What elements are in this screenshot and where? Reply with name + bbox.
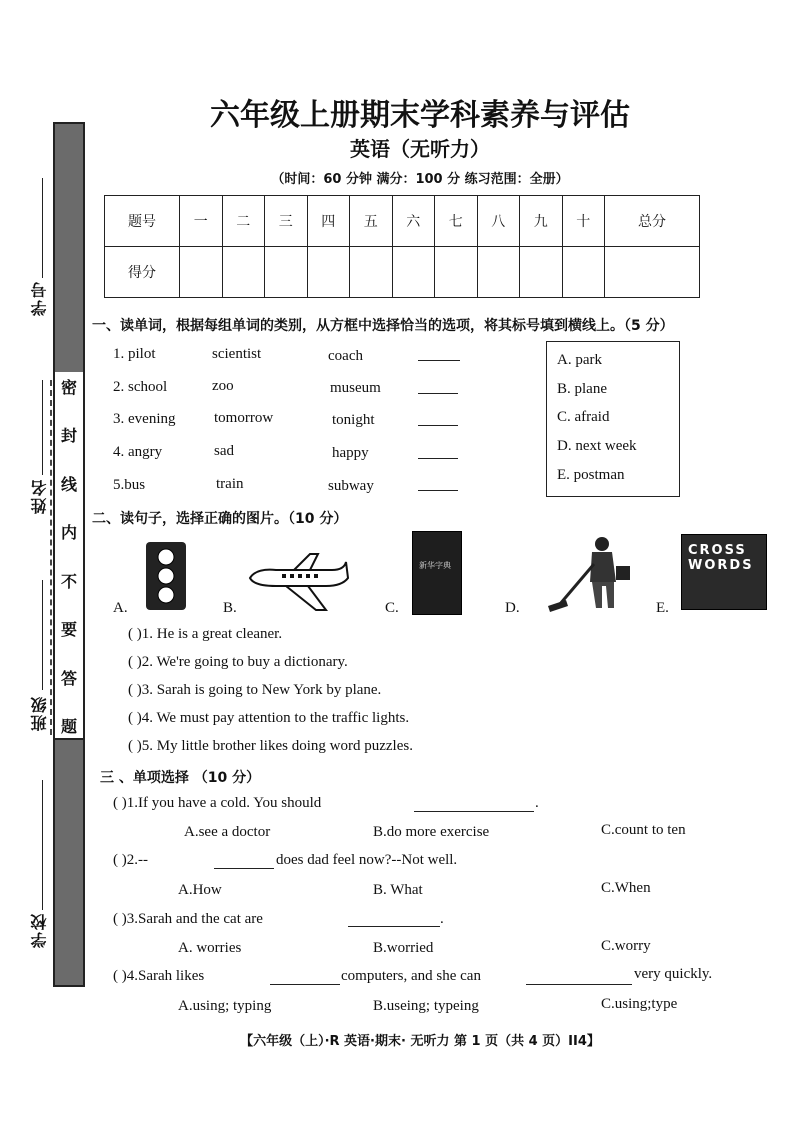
score-cell: 六 bbox=[392, 196, 435, 247]
seal-char: 封 bbox=[60, 426, 77, 446]
seal-char: 密 bbox=[60, 378, 77, 397]
s3-answer-blank[interactable] bbox=[214, 868, 274, 869]
s1-word: 3. evening bbox=[113, 411, 176, 427]
s1-word: tonight bbox=[332, 412, 375, 428]
s3-option: B.useing; typeing bbox=[373, 998, 479, 1014]
s1-answer-blank[interactable] bbox=[418, 490, 458, 491]
s3-option: B.do more exercise bbox=[373, 824, 490, 840]
score-cell: 三 bbox=[265, 196, 308, 247]
s3-stem: . bbox=[440, 911, 444, 927]
score-table bbox=[104, 195, 700, 298]
crossword-picture bbox=[681, 534, 767, 610]
score-row-label: 得分 bbox=[105, 247, 180, 298]
score-cell: 一 bbox=[180, 196, 223, 247]
crossword-title: CROSSWORDS bbox=[688, 543, 754, 573]
score-input-cell[interactable] bbox=[222, 247, 265, 298]
s3-option: A.How bbox=[178, 882, 222, 898]
score-cell: 二 bbox=[222, 196, 265, 247]
s1-word: scientist bbox=[212, 346, 262, 362]
seal-text bbox=[57, 380, 81, 735]
xingming-line bbox=[42, 380, 43, 475]
s1-answer-blank[interactable] bbox=[418, 425, 458, 426]
s3-option: B.worried bbox=[373, 940, 434, 956]
banji-line bbox=[42, 580, 43, 690]
s3-option: A.using; typing bbox=[178, 998, 272, 1014]
option-item: D. next week bbox=[557, 438, 637, 454]
score-input-cell[interactable] bbox=[520, 247, 563, 298]
options-box bbox=[546, 341, 680, 497]
s1-word: 1. pilot bbox=[113, 346, 156, 362]
seal-char: 要 bbox=[60, 620, 77, 640]
s3-option: C.worry bbox=[601, 938, 651, 954]
s1-word: sad bbox=[214, 443, 234, 459]
airplane-icon bbox=[246, 548, 350, 614]
s1-answer-blank[interactable] bbox=[418, 458, 458, 459]
s3-answer-blank[interactable] bbox=[414, 811, 534, 812]
s1-word: subway bbox=[328, 478, 374, 494]
s3-option: C.count to ten bbox=[601, 822, 686, 838]
s2-item: ( )5. My little brother likes doing word puzzles. bbox=[128, 738, 413, 754]
xuehao-label: 学号 bbox=[30, 280, 49, 316]
xuexiao-label: 学校 bbox=[30, 912, 49, 948]
s1-word: happy bbox=[332, 445, 369, 461]
score-input-cell[interactable] bbox=[477, 247, 520, 298]
s3-stem: computers, and she can bbox=[341, 968, 481, 984]
score-cell: 八 bbox=[477, 196, 520, 247]
score-input-cell[interactable] bbox=[265, 247, 308, 298]
s1-word: 2. school bbox=[113, 379, 168, 395]
option-item: E. postman bbox=[557, 467, 625, 483]
pic-label: A. bbox=[113, 600, 128, 616]
binding-strip-bottom bbox=[53, 738, 85, 987]
banji-label: 班级 bbox=[30, 695, 49, 731]
page-footer: 【六年级（上）·R 英语·期末· 无听力 第 1 页（共 4 页）II4】 bbox=[240, 1034, 600, 1049]
s3-stem: ( )1.If you have a cold. You should bbox=[113, 795, 322, 811]
s1-word: 4. angry bbox=[113, 444, 163, 460]
s3-option: C.When bbox=[601, 880, 651, 896]
score-cell: 十 bbox=[562, 196, 605, 247]
score-input-cell[interactable] bbox=[605, 247, 700, 298]
s1-word: zoo bbox=[212, 378, 234, 394]
s2-item: ( )4. We must pay attention to the traffic lights. bbox=[128, 710, 410, 726]
score-input-cell[interactable] bbox=[435, 247, 478, 298]
s3-stem: ( )3.Sarah and the cat are bbox=[113, 911, 263, 927]
s3-stem: ( )2.-- bbox=[113, 852, 148, 868]
option-item: B. plane bbox=[557, 381, 607, 397]
score-input-cell[interactable] bbox=[350, 247, 393, 298]
score-cell: 五 bbox=[350, 196, 393, 247]
exam-info: （时间：60 分钟 满分：100 分 练习范围：全册） bbox=[271, 172, 569, 187]
score-input-cell[interactable] bbox=[307, 247, 350, 298]
s3-option: B. What bbox=[373, 882, 423, 898]
score-table-header-row bbox=[105, 196, 700, 247]
pic-label: E. bbox=[656, 600, 669, 616]
score-cell: 总分 bbox=[605, 196, 700, 247]
pic-label: D. bbox=[505, 600, 520, 616]
xuexiao-line bbox=[42, 780, 43, 910]
seal-char: 内 bbox=[60, 523, 77, 543]
pic-label: C. bbox=[385, 600, 399, 616]
score-cell: 九 bbox=[520, 196, 563, 247]
option-item: A. park bbox=[557, 352, 602, 368]
seal-char: 不 bbox=[60, 571, 77, 591]
s3-option: A.see a doctor bbox=[184, 824, 271, 840]
seal-char: 题 bbox=[60, 716, 77, 736]
traffic-light-icon bbox=[144, 540, 188, 612]
xingming-label: 姓名 bbox=[30, 478, 49, 514]
s3-answer-blank[interactable] bbox=[270, 984, 340, 985]
score-input-cell[interactable] bbox=[562, 247, 605, 298]
s3-answer-blank[interactable] bbox=[526, 984, 632, 985]
score-input-cell[interactable] bbox=[392, 247, 435, 298]
dictionary-title: 新华字典 bbox=[419, 561, 451, 570]
option-item: C. afraid bbox=[557, 409, 610, 425]
score-cell: 四 bbox=[307, 196, 350, 247]
section3-heading: 三 、单项选择 （10 分） bbox=[100, 770, 261, 786]
binding-dashed-line bbox=[50, 380, 52, 735]
s1-answer-blank[interactable] bbox=[418, 360, 460, 361]
s1-word: tomorrow bbox=[214, 410, 274, 426]
dictionary-picture bbox=[412, 531, 462, 615]
seal-char: 答 bbox=[60, 668, 77, 688]
s2-item: ( )1. He is a great cleaner. bbox=[128, 626, 283, 642]
cleaner-icon bbox=[546, 534, 636, 614]
page-title: 六年级上册期末学科素养与评估 bbox=[210, 98, 630, 133]
s3-stem: . bbox=[535, 795, 539, 811]
pic-label: B. bbox=[223, 600, 237, 616]
s3-stem: does dad feel now?--Not well. bbox=[276, 852, 458, 868]
s1-word: coach bbox=[328, 348, 363, 364]
s1-word: train bbox=[216, 476, 244, 492]
score-cell: 题号 bbox=[105, 196, 180, 247]
s3-stem: ( )4.Sarah likes bbox=[113, 968, 205, 984]
page-subtitle: 英语（无听力） bbox=[350, 137, 490, 161]
seal-char: 线 bbox=[60, 474, 77, 494]
section1-heading: 一、读单词，根据每组单词的类别，从方框中选择恰当的选项，将其标号填到横线上。（5 分） bbox=[92, 318, 674, 334]
s1-word: 5.bus bbox=[113, 477, 146, 493]
s3-answer-blank[interactable] bbox=[348, 926, 440, 927]
s2-item: ( )2. We're going to buy a dictionary. bbox=[128, 654, 348, 670]
s3-stem: very quickly. bbox=[634, 966, 713, 982]
xuehao-line bbox=[42, 178, 43, 278]
s1-answer-blank[interactable] bbox=[418, 393, 458, 394]
score-input-cell[interactable] bbox=[180, 247, 223, 298]
section2-heading: 二、读句子，选择正确的图片。（10 分） bbox=[92, 511, 348, 527]
s2-item: ( )3. Sarah is going to New York by plane. bbox=[128, 682, 382, 698]
score-table-score-row bbox=[105, 247, 700, 298]
s3-option: C.using;type bbox=[601, 996, 678, 1012]
s3-option: A. worries bbox=[178, 940, 242, 956]
s1-word: museum bbox=[330, 380, 381, 396]
score-cell: 七 bbox=[435, 196, 478, 247]
